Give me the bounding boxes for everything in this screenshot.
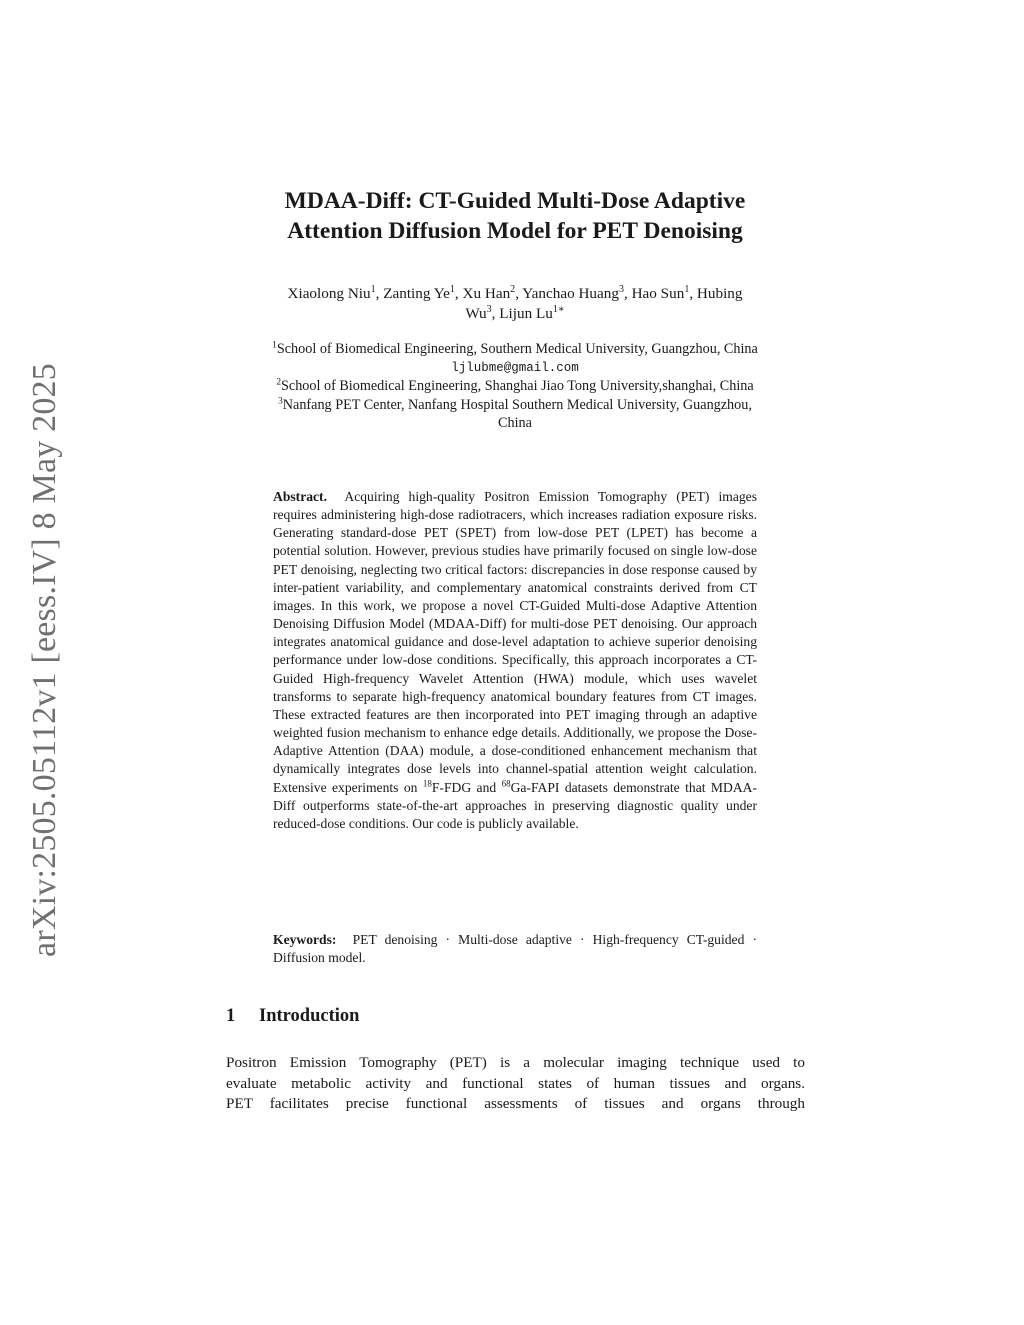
affiliation-1: $^1$School of Biomedical Engineering, Southern Medical University, Guangzhou, China	[272, 340, 758, 357]
keywords-label: Keywords:	[273, 932, 337, 947]
author-affil-mark: 1	[370, 283, 376, 295]
author-affil-mark: 1	[684, 283, 690, 295]
author-name: , Hubing	[689, 285, 743, 302]
affiliation-3: $^3$Nanfang PET Center, Nanfang Hospital Southern Medical University, Guangzhou,	[278, 395, 752, 413]
author-affil-mark: 2	[510, 283, 516, 295]
author-name: , Lijun Lu	[491, 305, 553, 322]
section-heading	[226, 1006, 359, 1027]
paper-title	[180, 186, 850, 246]
author-name: Xiaolong Niu	[287, 285, 371, 302]
corresponding-author-mark: ∗	[557, 303, 565, 315]
arxiv-sidebar-stamp	[26, 360, 64, 960]
author-name: , Zanting Ye	[375, 285, 450, 302]
contact-email: ljlubme@gmail.com	[451, 360, 579, 375]
affiliations	[215, 340, 815, 433]
abstract	[273, 488, 757, 833]
affiliation-3-cont: China	[498, 415, 532, 431]
author-affil-mark: 3	[618, 283, 624, 295]
author-list	[215, 284, 815, 324]
intro-line: Positron Emission Tomography (PET) is a molecular imaging technique used to	[226, 1054, 805, 1071]
title-line-2: Attention Diffusion Model for PET Denoising	[287, 218, 743, 244]
author-name: , Xu Han	[454, 285, 511, 302]
isotope-mark: 18	[422, 778, 432, 789]
author-name: , Hao Sun	[623, 285, 685, 302]
intro-line: evaluate metabolic activity and functional states of human tissues and organs.	[226, 1074, 805, 1092]
intro-line: PET facilitates precise functional assessments of tissues and organs through	[226, 1095, 805, 1112]
author-name: , Yanchao Huang	[515, 285, 619, 302]
abstract-text: F-FDG and	[431, 779, 502, 795]
author-affil-mark: 3	[486, 303, 492, 315]
keywords-text: PET denoising · Multi-dose adaptive · High-frequency CT-guided · Diffusion model.	[273, 932, 757, 966]
abstract-text: Ga-FAPI datasets demonstrate that MDAA-Diff outperforms state-of-the-art approaches in preserving diagnostic quality under reduced-dose conditions. Our code is publicly available.	[273, 779, 757, 831]
author-name: Wu	[465, 305, 487, 322]
intro-paragraph	[226, 1053, 805, 1115]
section-number: 1	[226, 1006, 236, 1026]
author-affil-mark: 1	[449, 283, 455, 295]
abstract-text: Acquiring high-quality Positron Emission Tomography (PET) images requires administering high-dose radiotracers, which increases radiation exposure risks. Generating standard-dose PET (SPET) from low-dose PET (LPET) has become a potential solution. However, previous studies have primarily focused on single low-dose PET denoising, neglecting two critical factors: discrepancies in dose response caused by inter-patient variability, and complementary anatomical constraints derived from CT images. In this work, we propose a novel CT-Guided Multi-dose Adaptive Attention Denoising Diffusion Model (MDAA-Diff) for multi-dose PET denoising. Our approach integrates anatomical guidance and dose-level adaptation to achieve superior denoising performance under low-dose conditions. Specifically, this approach incorporates a CT-Guided High-frequency Wavelet Attention (HWA) module, which uses wavelet transforms to separate high-frequency anatomical boundary features from CT images. These extracted features are then incorporated into PET imaging through an adaptive weighted fusion mechanism to enhance edge details. Additionally, we propose the Dose-Adaptive Attention (DAA) module, a dose-conditioned enhancement mechanism that dynamically integrates dose levels into channel-spatial attention weight calculation. Extensive experiments on	[273, 489, 758, 795]
abstract-label: Abstract.	[273, 489, 327, 504]
arxiv-id: arXiv:2505.05112v1 [eess.IV] 8 May 2025	[26, 363, 64, 957]
keywords	[273, 931, 757, 967]
author-affil-mark: 1∗	[552, 303, 565, 315]
title-line-1: MDAA-Diff: CT-Guided Multi-Dose Adaptive	[284, 188, 746, 214]
affiliation-2: $^2$School of Biomedical Engineering, Shanghai Jiao Tong University,shanghai, China	[276, 377, 754, 394]
section-title: Introduction	[259, 1006, 360, 1026]
isotope-mark: 68	[501, 778, 511, 789]
